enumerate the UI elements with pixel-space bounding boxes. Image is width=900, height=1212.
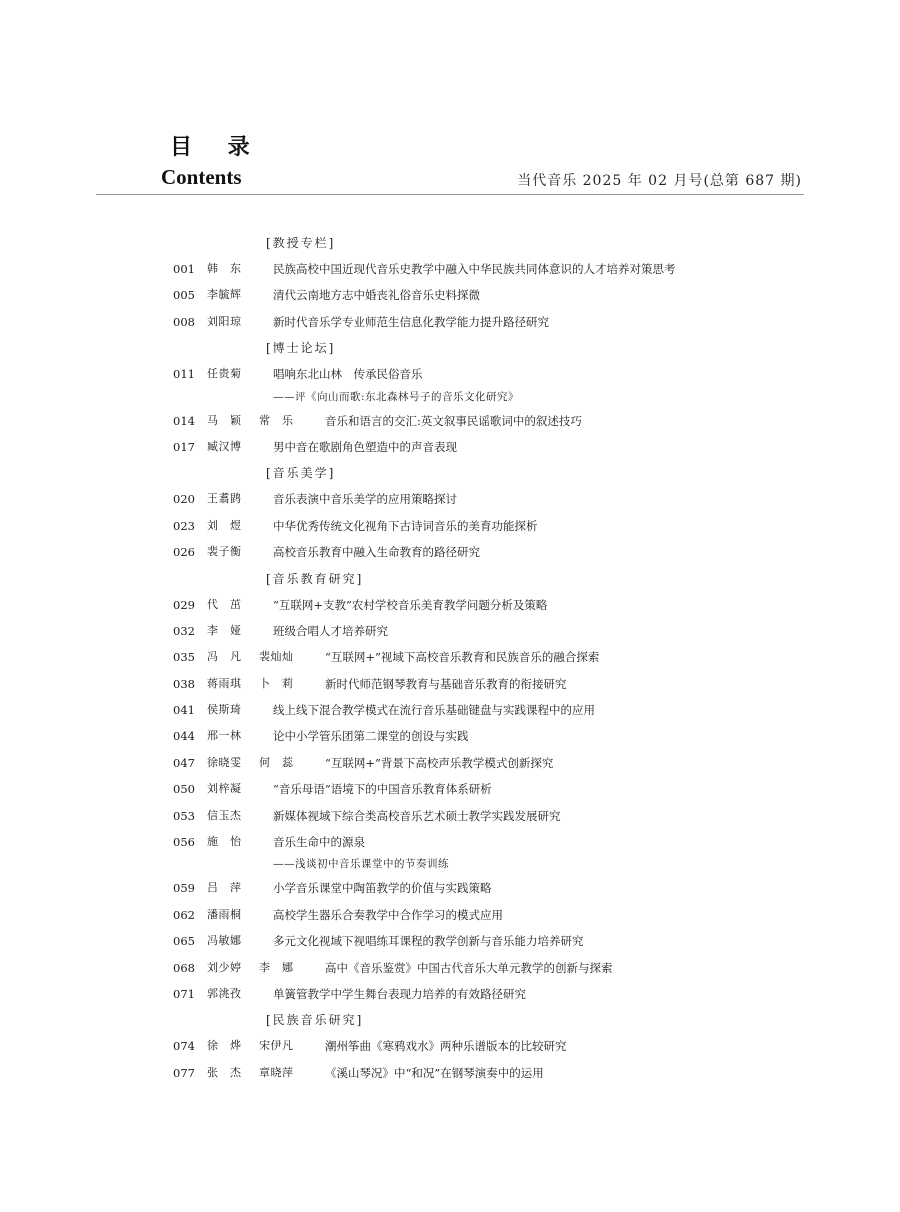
author-name: 章晓萍 [259, 1065, 294, 1079]
author-name: 邢一林 [207, 729, 242, 743]
toc-entry [0, 902, 900, 928]
author-name: 信玉杰 [207, 808, 242, 822]
section-label: [教授专栏] [266, 236, 336, 250]
page-number: 071 [173, 986, 195, 1001]
article-title: 高校音乐教育中融入生命教育的路径研究 [273, 545, 480, 560]
toc-entry [0, 697, 900, 723]
toc-entry [0, 1033, 900, 1059]
table-of-contents [0, 230, 900, 1086]
subtitle-text: ——浅谈初中音乐课堂中的节奏训练 [273, 858, 449, 871]
toc-entry [0, 282, 900, 308]
page-title: 目 录 [170, 135, 264, 160]
author-name: 宋伊凡 [259, 1039, 294, 1053]
page-number: 074 [173, 1039, 195, 1054]
page-number: 008 [173, 314, 195, 329]
page-number: 047 [173, 755, 195, 770]
article-title: 《溪山琴况》中“和况”在钢琴演奏中的运用 [325, 1065, 544, 1080]
page-number: 005 [173, 288, 195, 303]
author-name: 代 茁 [207, 597, 242, 611]
author-name: 张 杰 [207, 1065, 242, 1079]
page-number: 050 [173, 782, 195, 797]
section-label: [博士论坛] [266, 341, 336, 356]
page-number: 041 [173, 703, 195, 718]
issue-info: 当代音乐 2025 年 02 月号(总第 687 期) [517, 173, 802, 189]
author-name: 刘少婷 [207, 960, 242, 974]
page-number: 056 [173, 835, 195, 850]
article-title: 清代云南地方志中婚丧礼俗音乐史料探微 [273, 288, 480, 303]
toc-entry [0, 776, 900, 802]
page-number: 044 [173, 729, 195, 744]
author-name: 任贵菊 [207, 367, 242, 381]
toc-entry [0, 618, 900, 644]
article-subtitle [0, 853, 900, 875]
page-number: 017 [173, 439, 195, 454]
article-title: 音乐表演中音乐美学的应用策略探讨 [273, 492, 457, 507]
toc-entry [0, 723, 900, 749]
toc-entry [0, 644, 900, 670]
author-name: 刘梓凝 [207, 782, 242, 796]
toc-entry [0, 256, 900, 282]
toc-entry [0, 361, 900, 387]
author-name: 冯敏娜 [207, 934, 242, 948]
article-title: 论中小学管乐团第二课堂的创设与实践 [273, 729, 469, 744]
article-title: 民族高校中国近现代音乐史教学中融入中华民族共同体意识的人才培养对策思考 [273, 262, 676, 276]
toc-entry [0, 981, 900, 1007]
author-name: 侯斯琦 [207, 703, 242, 717]
article-title: 高中《音乐鉴赏》中国古代音乐大单元教学的创新与探索 [325, 960, 613, 975]
author-name: 刘阳琼 [207, 314, 242, 328]
article-title: “互联网+支教”农村学校音乐美育教学问题分析及策略 [273, 597, 548, 612]
article-title: 唱响东北山林 传承民俗音乐 [273, 367, 423, 382]
article-title: 单簧管教学中学生舞台表现力培养的有效路径研究 [273, 986, 526, 1001]
toc-entry [0, 955, 900, 981]
article-title: 音乐生命中的源泉 [273, 835, 365, 850]
article-title: 男中音在歌剧角色塑造中的声音表现 [273, 439, 457, 454]
toc-entry [0, 829, 900, 855]
author-name: 常 乐 [259, 413, 294, 427]
article-title: 小学音乐课堂中陶笛教学的价值与实践策略 [273, 881, 492, 896]
article-title: 新时代音乐学专业师范生信息化教学能力提升路径研究 [273, 314, 549, 329]
toc-entry [0, 928, 900, 954]
section-label: [民族音乐研究] [266, 1013, 364, 1028]
article-title: 多元文化视域下视唱练耳课程的教学创新与音乐能力培养研究 [273, 934, 584, 949]
author-name: 裴子衡 [207, 545, 242, 559]
page-number: 029 [173, 597, 195, 612]
article-title: 中华优秀传统文化视角下古诗词音乐的美育功能探析 [273, 518, 538, 533]
page-number: 032 [173, 623, 195, 638]
article-title: “音乐母语”语境下的中国音乐教育体系研析 [273, 782, 492, 797]
section-heading [0, 335, 900, 361]
article-title: 高校学生器乐合奏教学中合作学习的模式应用 [273, 907, 503, 922]
page-number: 062 [173, 907, 195, 922]
author-name: 马 颖 [207, 413, 242, 427]
author-name: 冯 凡 [207, 650, 242, 664]
author-name: 郭洮孜 [207, 986, 242, 1000]
page-number: 059 [173, 881, 195, 896]
toc-entry [0, 671, 900, 697]
author-name: 何 蕊 [259, 755, 294, 769]
article-title: 潮州筝曲《寒鸦戏水》两种乐谱版本的比较研究 [325, 1039, 567, 1054]
page-number: 035 [173, 650, 195, 665]
page-number: 014 [173, 413, 195, 428]
page-number: 026 [173, 545, 195, 560]
toc-entry [0, 875, 900, 901]
author-name: 臧汉博 [207, 439, 242, 453]
article-title: 新时代师范钢琴教育与基础音乐教育的衔接研究 [325, 676, 567, 691]
toc-entry [0, 539, 900, 565]
article-title: 线上线下混合教学模式在流行音乐基础键盘与实践课程中的应用 [273, 703, 595, 718]
author-name: 卜 莉 [259, 676, 294, 690]
author-name: 韩 东 [207, 262, 242, 275]
toc-entry [0, 750, 900, 776]
article-title: “互联网+”视域下高校音乐教育和民族音乐的融合探索 [325, 650, 600, 665]
toc-entry [0, 408, 900, 434]
page-number: 068 [173, 960, 195, 975]
section-heading [0, 230, 900, 256]
article-title: “互联网+”背景下高校声乐教学模式创新探究 [325, 755, 554, 770]
page-number: 001 [173, 262, 195, 276]
toc-entry [0, 803, 900, 829]
page-number: 077 [173, 1065, 195, 1080]
page-number: 038 [173, 676, 195, 691]
author-name: 潘雨桐 [207, 907, 242, 921]
author-name: 徐 烨 [207, 1039, 242, 1053]
author-name: 施 怡 [207, 835, 242, 849]
author-name: 李 娜 [259, 960, 294, 974]
page-title-english: Contents [161, 165, 242, 189]
toc-entry [0, 1060, 900, 1086]
page-number: 011 [173, 367, 195, 382]
author-name: 王翥鹍 [207, 492, 242, 506]
page-number: 023 [173, 518, 195, 533]
section-heading [0, 460, 900, 486]
author-name: 刘 煜 [207, 518, 242, 532]
section-heading [0, 566, 900, 592]
section-heading [0, 1007, 900, 1033]
article-subtitle [0, 386, 900, 408]
toc-entry [0, 434, 900, 460]
toc-entry [0, 486, 900, 512]
page-number: 020 [173, 492, 195, 507]
author-name: 徐晓雯 [207, 755, 242, 769]
section-label: [音乐美学] [266, 466, 336, 481]
article-title: 班级合唱人才培养研究 [273, 623, 388, 638]
section-label: [音乐教育研究] [266, 571, 364, 586]
author-name: 吕 萍 [207, 881, 242, 895]
author-name: 裴灿灿 [259, 650, 294, 664]
page-number: 053 [173, 808, 195, 823]
article-title: 音乐和语言的交汇:英文叙事民谣歌词中的叙述技巧 [325, 413, 582, 428]
toc-entry [0, 309, 900, 335]
toc-entry [0, 513, 900, 539]
article-title: 新媒体视域下综合类高校音乐艺术硕士教学实践发展研究 [273, 808, 561, 823]
author-name: 李毓辉 [207, 288, 242, 302]
header-divider [96, 194, 804, 195]
subtitle-text: ——评《向山而歌:东北森林号子的音乐文化研究》 [273, 390, 520, 403]
page-number: 065 [173, 934, 195, 949]
toc-entry [0, 592, 900, 618]
author-name: 李 娅 [207, 623, 242, 637]
author-name: 蒋雨琪 [207, 676, 242, 690]
